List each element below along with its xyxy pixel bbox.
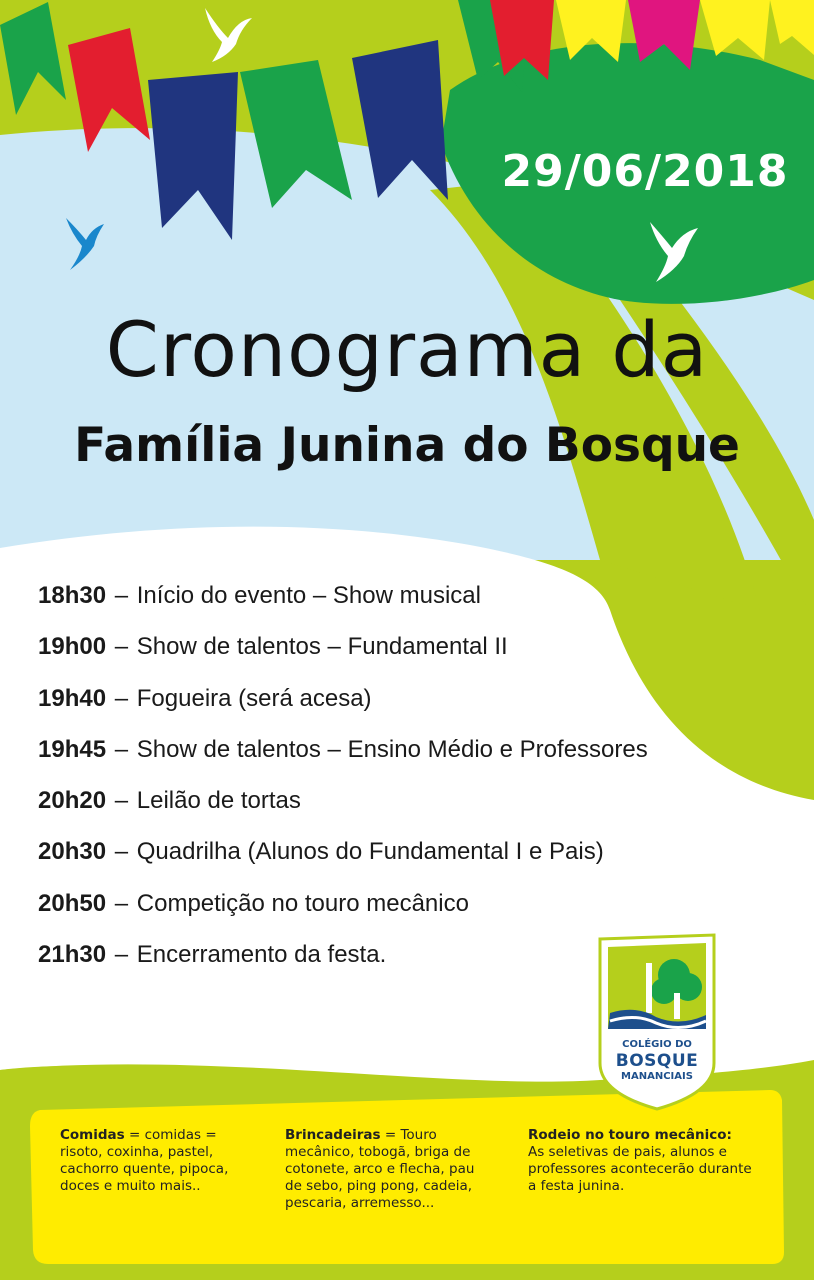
schedule-separator: – <box>114 582 129 609</box>
schedule-time: 20h20 <box>38 787 107 815</box>
schedule-description: Show de talentos – Ensino Médio e Professores <box>136 735 648 763</box>
schedule-item <box>38 831 808 882</box>
logo-text-line2: BOSQUE <box>615 1051 699 1071</box>
schedule-item <box>38 883 808 934</box>
schedule-separator: – <box>114 941 129 969</box>
schedule-description: Encerramento da festa. <box>136 941 387 969</box>
schedule-separator: – <box>114 787 129 815</box>
schedule-list <box>38 575 808 985</box>
schedule-item <box>38 575 808 626</box>
info-rodeio-text: As seletivas de pais, alunos e professores acontecerão durante a festa junina. <box>528 1144 752 1194</box>
schedule-separator: – <box>114 838 129 866</box>
schedule-description: Quadrilha (Alunos do Fundamental I e Pais) <box>136 838 604 866</box>
schedule-item <box>38 729 808 780</box>
schedule-time: 20h50 <box>38 889 107 917</box>
schedule-time: 20h30 <box>38 838 107 866</box>
info-brincadeiras-title: Brincadeiras <box>285 1127 381 1143</box>
info-comidas <box>60 1127 260 1195</box>
schedule-separator: – <box>114 889 129 917</box>
info-rodeio-title: Rodeio no touro mecânico: <box>528 1127 732 1143</box>
school-logo <box>596 933 718 1111</box>
schedule-separator: – <box>114 684 129 712</box>
info-brincadeiras <box>285 1127 495 1212</box>
schedule-description: Leilão de tortas <box>136 787 301 815</box>
page-subtitle: Família Junina do Bosque <box>74 418 740 473</box>
page-title: Cronograma da <box>105 305 709 394</box>
schedule-description: Show de talentos – Fundamental II <box>136 633 508 661</box>
schedule-time: 19h00 <box>38 633 107 661</box>
schedule-description: Competição no touro mecânico <box>136 889 469 917</box>
info-rodeio <box>528 1127 758 1195</box>
schedule-separator: – <box>114 633 129 661</box>
logo-text-line3: MANANCIAIS <box>621 1071 693 1082</box>
logo-text-line1: COLÉGIO DO <box>622 1039 692 1050</box>
schedule-time: 18h30 <box>38 582 107 609</box>
event-date: 29/06/2018 <box>501 146 789 197</box>
schedule-time: 19h45 <box>38 735 107 763</box>
info-comidas-text: = comidas = risoto, coxinha, pastel, cachorro quente, pipoca, doces e muito mais.. <box>60 1127 229 1194</box>
schedule-separator: – <box>114 735 129 763</box>
schedule-time: 21h30 <box>38 941 107 969</box>
schedule-time: 19h40 <box>38 684 107 712</box>
schedule-item <box>38 678 808 729</box>
info-comidas-title: Comidas <box>60 1127 125 1143</box>
schedule-item <box>38 780 808 831</box>
info-brincadeiras-text: = Touro mecânico, tobogã, briga de cotonete, arco e flecha, pau de sebo, ping pong, cadeia, pescaria, arremesso... <box>285 1127 475 1211</box>
schedule-description: Início do evento – Show musical <box>136 582 481 609</box>
tree-logo-icon <box>596 933 718 1111</box>
schedule-item <box>38 626 808 677</box>
schedule-description: Fogueira (será acesa) <box>136 684 372 712</box>
